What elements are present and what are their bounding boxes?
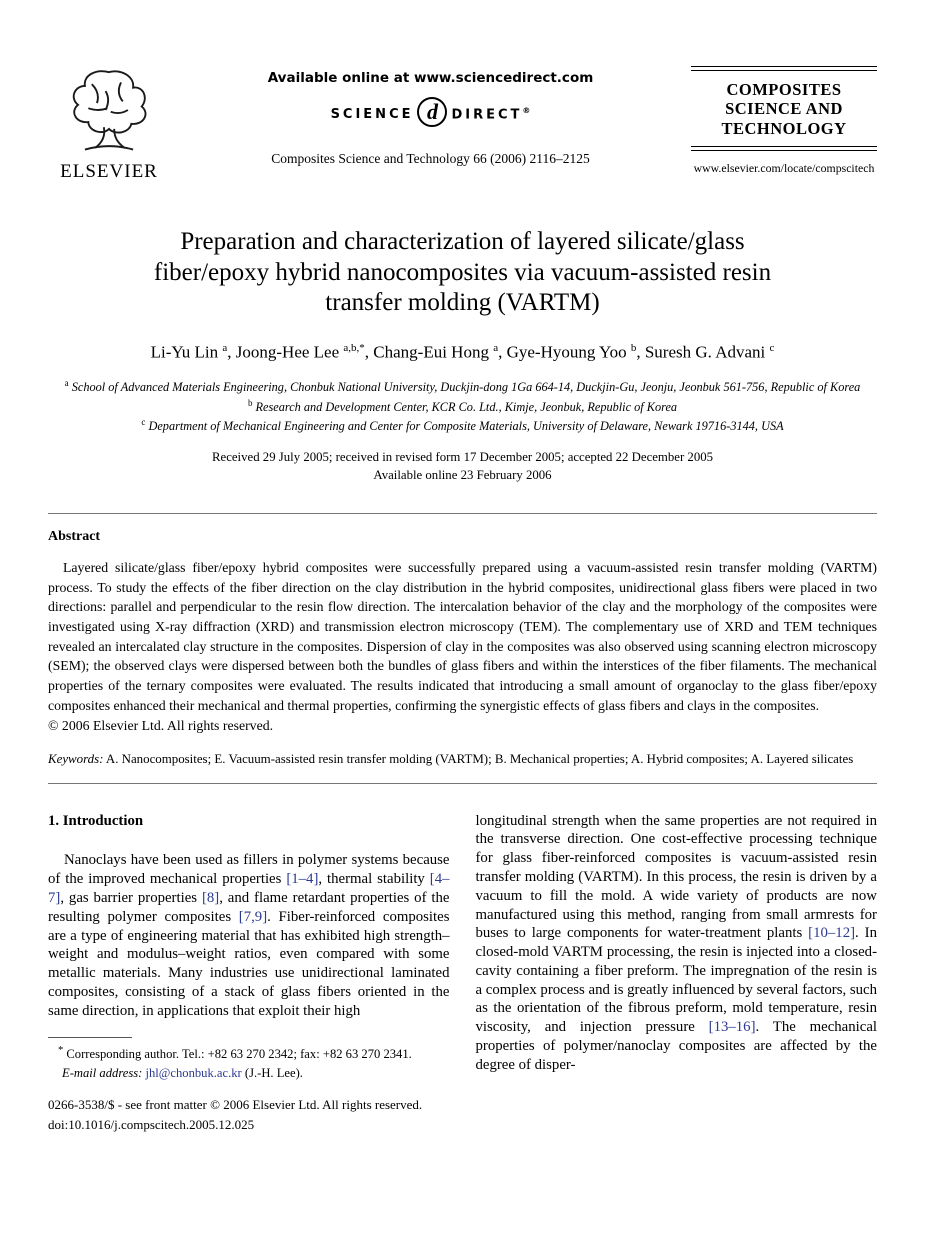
text-run: , thermal stability <box>318 871 430 888</box>
citation-link[interactable]: [10–12] <box>808 925 856 942</box>
text-run: , Chang-Eui Hong <box>364 342 494 362</box>
email-link[interactable]: jhl@chonbuk.ac.kr <box>145 1065 242 1080</box>
sciencedirect-direct-text: DIRECT® <box>451 105 531 123</box>
text-run: , gas barrier properties <box>60 890 202 907</box>
keywords-label: Keywords: <box>48 752 104 767</box>
footnote-email-line <box>48 1064 450 1082</box>
doi-line: doi:10.1016/j.compscitech.2005.12.025 <box>48 1116 255 1132</box>
footnote-asterisk: * <box>58 1045 64 1057</box>
introduction-heading: 1. Introduction <box>48 812 144 829</box>
masthead-top-rule <box>691 66 877 71</box>
received-dates: Received 29 July 2005; received in revised form 17 December 2005; accepted 22 December 2005 <box>211 449 714 464</box>
email-suffix: (J.-H. Lee). <box>241 1065 303 1080</box>
introduction-paragraph-right <box>476 812 878 1075</box>
corresponding-author-footnote <box>48 1037 450 1082</box>
journal-citation-line: Composites Science and Technology 66 (2006) 2116–2125 <box>271 151 590 166</box>
email-label: E-mail address: <box>62 1065 143 1080</box>
text-run: longitudinal strength when the same properties are not required in the transverse direction. One cost-effective processing technique for glass fiber-reinforced composites is vacuum-assisted resin transfer molding (VARTM). In this process, the resin is driven by a vacuum to fill the mold. A wide variety of products are now manufactured using this method, ranging from small armrests for buses to large components for water-treatment plants <box>475 812 877 942</box>
keywords-block <box>48 750 877 769</box>
abstract-text <box>48 558 877 735</box>
author-superscript: a <box>222 341 228 354</box>
affiliations-block <box>48 377 877 436</box>
page-header <box>48 66 877 183</box>
copyright-line: © 2006 Elsevier Ltd. All rights reserved. <box>48 717 274 733</box>
elsevier-logo-block <box>48 66 170 183</box>
issn-copyright-line: 0266-3538/$ - see front matter © 2006 Elsevier Ltd. All rights reserved. <box>48 1097 423 1113</box>
text-run: Li-Yu Lin <box>150 342 223 362</box>
citation-link[interactable]: [1–4] <box>286 871 319 888</box>
keywords-bottom-rule <box>48 783 877 784</box>
text-run: . Fiber-reinforced composites are a type of engineering material that has exhibited high strength–weight and modulus–weight ratios, even compared with some metallic materials. Many industries use unidirectional laminated composites, consisting of a stack of glass fibers oriented in the same direction, in applications that exploit their high <box>48 908 450 1019</box>
text-run: . The mechanical properties of polymer/nanoclay composites are affected by the degree of disper- <box>475 1019 877 1073</box>
abstract-paragraph: Layered silicate/glass fiber/epoxy hybrid composites were successfully prepared using a vacuum-assisted resin transfer molding (VARTM) process. To study the effects of the fiber direction on the clay distribution in the hybrid composites, unidirectional glass fibers were placed in two directions: parallel and perpendicular to the resin flow direction. The intercalation behavior of the clay and the morphology of the composites were investigated using X-ray diffraction (XRD) and transmission electron microscopy (TEM). The complementary use of XRD and TEM techniques revealed an intercalated clay structure in the composites. Dispersion of clay in the composites was also observed using scanning electron microscopy (SEM); the observed clays were dispersed between both the bundles of glass fibers and within the interstices of the fiber filaments. The mechanical properties of the ternary composites were evaluated. The results indicated that introducing a small amount of organoclay to the glass fiber/epoxy composites enhanced their mechanical and thermal properties, confirming the synergistic effects of glass fibers and clays in the composites. <box>48 559 877 713</box>
citation-link[interactable]: [13–16] <box>708 1019 756 1036</box>
right-column <box>476 812 878 1083</box>
text-run: Nanoclays have been used as fillers in polymer systems because of the improved mechanical properties <box>48 852 450 888</box>
affiliation-c: $^c$ Department of Mechanical Engineering and Center for Composite Materials, University of Delaware, Newark 19716-3144, USA <box>141 417 784 434</box>
footnote-contact-line: * Corresponding author. Tel.: +82 63 270 2342; fax: +82 63 270 2341. <box>58 1045 412 1062</box>
header-center <box>170 66 691 167</box>
left-column <box>48 812 450 1083</box>
abstract-top-rule <box>48 513 877 514</box>
text-run: . In closed-mold VARTM processing, the resin is injected into a closed-cavity containing a fiber preform. The impregnation of the resin is a complex process and is greatly influenced by several factors, such as the orientation of the fibrous preform, mold temperature, resin viscosity, and injection pressure <box>475 925 877 1036</box>
publisher-bottom-matter <box>48 1095 468 1134</box>
text-run: , Suresh G. Advani <box>636 342 770 362</box>
citation-link[interactable]: [7,9] <box>238 908 268 925</box>
elsevier-logo-label: ELSEVIER <box>60 161 158 182</box>
article-title: Preparation and characterization of layered silicate/glass fiber/epoxy hybrid nanocomposites via vacuum-assisted resin transfer molding (VARTM) <box>153 228 772 316</box>
author-superscript: a,b,* <box>343 341 365 354</box>
abstract-heading: Abstract <box>48 528 101 544</box>
available-online-date: Available online 23 February 2006 <box>373 468 552 483</box>
author-superscript: b <box>630 341 637 354</box>
masthead-title: COMPOSITES SCIENCE AND TECHNOLOGY <box>721 80 847 138</box>
author-superscript: c <box>769 341 775 354</box>
sciencedirect-science-text: SCIENCE <box>330 106 414 122</box>
author-superscript: a <box>493 341 499 354</box>
footnote-rule <box>48 1037 132 1038</box>
sciencedirect-logo <box>170 99 691 129</box>
available-online-text: Available online at www.sciencedirect.com <box>267 70 594 86</box>
citation-link[interactable]: [4–7] <box>48 871 450 907</box>
sciencedirect-d-icon: d <box>417 97 447 127</box>
text-run: , and flame retardant properties of the resulting polymer composites <box>48 890 450 925</box>
registered-mark: ® <box>522 105 531 115</box>
text-run: , Gye-Hyoung Yoo <box>498 342 631 362</box>
introduction-paragraph-left <box>48 851 450 1020</box>
keywords-list: A. Nanocomposites; E. Vacuum-assisted resin transfer molding (VARTM); B. Mechanical properties; A. Hybrid composites; A. Layered silicates <box>103 752 854 767</box>
author-list <box>48 342 877 363</box>
citation-link[interactable]: [8] <box>201 890 220 907</box>
masthead-bottom-rule <box>691 146 877 151</box>
affiliation-b: $^b$ Research and Development Center, KCR Co. Ltd., Kimje, Jeonbuk, Republic of Korea <box>247 397 678 414</box>
text-run: , Joong-Hee Lee <box>227 342 344 362</box>
body-columns <box>48 812 877 1083</box>
journal-website-url: www.elsevier.com/locate/compscitech <box>693 161 875 176</box>
article-history <box>48 448 877 485</box>
affiliation-a: $^a$ School of Advanced Materials Engineering, Chonbuk National University, Duckjin-dong 1Ga 664-14, Duckjin-Gu, Jeonju, Jeonbuk 561-756, Republic of Korea <box>64 378 861 395</box>
journal-masthead <box>691 66 877 176</box>
elsevier-tree-icon <box>66 141 152 158</box>
